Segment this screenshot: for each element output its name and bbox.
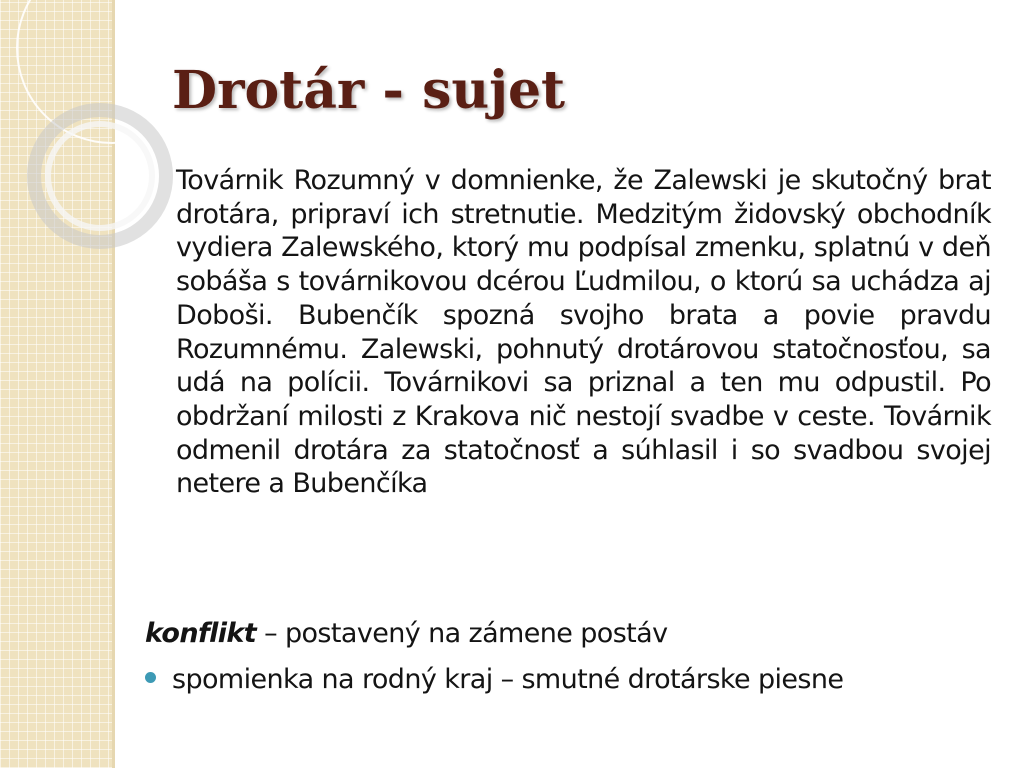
- decorative-ring-inner: [48, 124, 152, 228]
- conflict-line: [145, 616, 668, 652]
- bullet-dot-icon: [145, 672, 156, 683]
- conflict-term: konflikt: [145, 618, 257, 649]
- conflict-text: – postavený na zámene postáv: [256, 618, 668, 649]
- plot-paragraph: Továrnik Rozumný v domnienke, že Zalewski je skutočný brat drotára, pripraví ich stretnutie. Medzitým židovský obchodník vydiera Zalewského, ktorý mu podpísal zmenku, splatnú v deň sobáša s továrnikovou dcérou Ľudmilou, o ktorú sa uchádza aj Doboši. Bubenčík spozná svojho brata a povie pravdu Rozumnému. Zalewski, pohnutý drotárovou statočnosťou, sa udá na polícii. Továrnikovi sa priznal a ten mu odpustil. Po obdržaní milosti z Krakova nič nestojí svadbe v ceste. Továrnik odmenil drotára za statočnosť a súhlasil i so svadbou svojej netere a Bubenčíka: [176, 165, 991, 500]
- bullet-item: [145, 662, 843, 698]
- bullet-text: spomienka na rodný kraj – smutné drotárske piesne: [172, 664, 844, 695]
- slide-title: Drotár - sujet: [172, 60, 566, 121]
- decorative-ring-outer: [34, 110, 166, 242]
